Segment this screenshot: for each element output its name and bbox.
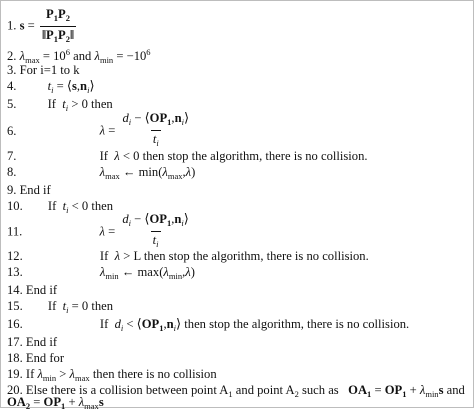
line-11: 11. λ = $\frac{d_i - ⟨OP_1,n_i⟩}{t_i}$ [7,211,189,249]
var-s: s [19,18,25,33]
line-8: 8. $\lambda_{max}$ ← $\min(\lambda_{max},\lambda)$ [7,165,196,181]
line-20: 20. Else there is a collision between point $A_1$ and point $A_2$ such as $OA_1 = OP_1 + \lambda_{min}s$ and [7,383,465,399]
line-2: 2. $\lambda_{max} = 10^6$ and $\lambda_{min} = -10^6$ [7,47,151,65]
equals: = [27,18,35,33]
line-4: 4. $t_i$ = $⟨s,n_i⟩$ [7,78,95,95]
line-7: 7. If λ < 0 then stop the algorithm, there is no collision. [7,149,368,163]
line-18: 18. End for [7,351,65,365]
line-17: 17. End if [7,335,58,349]
line-15: 15. If $t_i = 0$ then [7,299,114,315]
line-number: 1. [7,18,17,33]
fraction-numerator: $P_1P_2$ [46,7,70,23]
line-3: 3. For i=1 to k [7,63,80,77]
fraction-lambda-2: $\frac{d_i - ⟨OP_1,n_i⟩}{t_i}$ [122,211,189,249]
line-10: 10. If $t_i < 0$ then [7,199,114,215]
line-19: 19. If $\lambda_{min} > \lambda_{max}$ then there is no collision [7,367,217,383]
line-20-continued: $OA_2 = OP_1 + \lambda_{max}s$ [7,395,104,411]
line-9: 9. End if [7,183,51,197]
line-5: 5. If $t_i > 0$ then [7,97,113,113]
line-16: 16. If $d_i$ < $⟨OP_1,n_i⟩$ then stop the algorithm, there is no collision. [7,316,410,333]
fraction-s [40,7,76,46]
line-14: 14. End if [7,283,58,297]
line-1 [7,7,78,46]
fraction-lambda-1: $\frac{d_i - ⟨OP_1,n_i⟩}{t_i}$ [122,110,190,148]
line-12: 12. If λ > L then stop the algorithm, there is no collision. [7,249,369,263]
line-6: 6. λ = $\frac{d_i - ⟨OP_1,n_i⟩}{t_i}$ [7,110,190,148]
fraction-denominator: $‖P_1P_2‖$ [41,28,75,44]
line-13: 13. $\lambda_{min}$ ← $\max(\lambda_{min},\lambda)$ [7,265,195,281]
